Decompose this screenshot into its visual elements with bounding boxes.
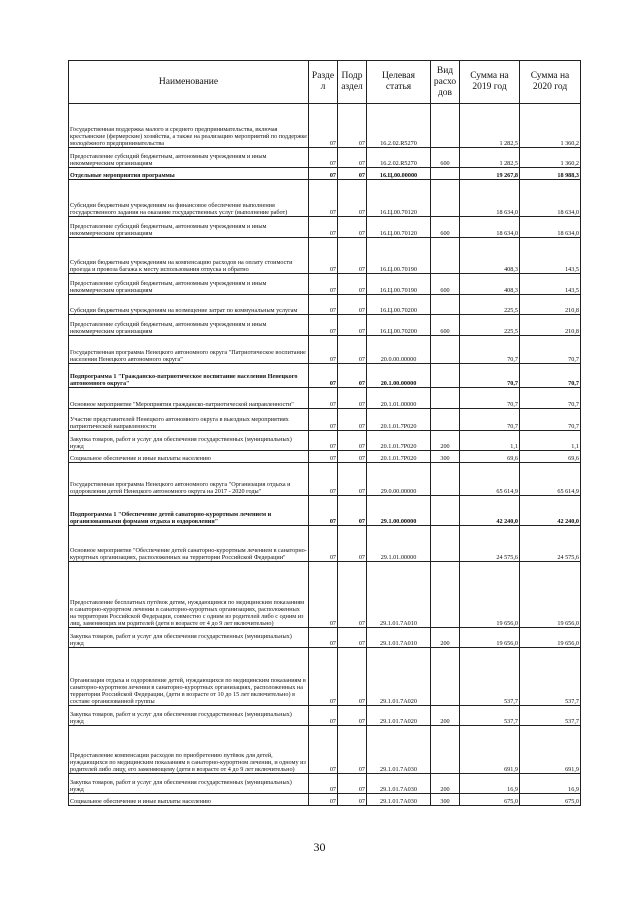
cell-sum2020: 70,7 [520, 336, 581, 364]
table-row [69, 295, 581, 315]
cell-name: Закупка товаров, работ и услуг для обеспечения государственных (муниципальных) нужд [69, 706, 309, 726]
cell-subsection: 07 [338, 168, 367, 180]
cell-sum2020: 18 634,0 [520, 217, 581, 238]
cell-type [431, 526, 460, 562]
cell-type [431, 238, 460, 274]
table-row [69, 364, 581, 388]
table-row [69, 388, 581, 409]
table-row [69, 628, 581, 648]
header-sum-2019 [460, 61, 520, 104]
cell-type: 200 [431, 706, 460, 726]
cell-subsection: 07 [338, 217, 367, 238]
header-type [431, 61, 460, 104]
cell-article: 16.Ц.00.70190 [367, 238, 431, 274]
cell-name: Предоставление субсидий бюджетным, автономным учреждениям и иным некоммерческим организациям [69, 217, 309, 238]
cell-subsection: 07 [338, 726, 367, 774]
cell-type [431, 364, 460, 388]
table-row [69, 526, 581, 562]
cell-name: Закупка товаров, работ и услуг для обеспечения государственных (муниципальных) нужд [69, 628, 309, 648]
cell-name: Основное мероприятие "Мероприятия гражданско-патриотической направленности" [69, 388, 309, 409]
cell-sum2019: 70,7 [460, 364, 520, 388]
cell-article: 16.Ц.00.00000 [367, 168, 431, 180]
cell-sum2020: 143,5 [520, 238, 581, 274]
cell-name: Субсидии бюджетным учреждениям на возмещение затрат по коммунальным услугам [69, 295, 309, 315]
cell-type: 600 [431, 217, 460, 238]
cell-sum2020: 70,7 [520, 364, 581, 388]
cell-section: 07 [309, 431, 338, 451]
table-row [69, 409, 581, 431]
cell-subsection: 07 [338, 238, 367, 274]
table-row [69, 168, 581, 180]
cell-sum2019: 1,1 [460, 431, 520, 451]
cell-name: Субсидии бюджетным учреждениям на финансовое обеспечение выполнения государственного задания на оказание государственных услуг (выполнение работ) [69, 180, 309, 217]
cell-type: 200 [431, 628, 460, 648]
header-section-text: Разде л [311, 71, 335, 92]
page-number: 30 [313, 840, 326, 854]
cell-name: Социальное обеспечение и иные выплаты населению [69, 794, 309, 806]
cell-section: 07 [309, 238, 338, 274]
cell-subsection: 07 [338, 774, 367, 794]
header-section [309, 61, 338, 104]
cell-name: Предоставление компенсации расходов по приобретению путёвок для детей, нуждающихся по медицинским показаниям в санаторно-курортном лечении, и одному из родителей либо лицу, его заменяющему (дети в возрасте от 4 до 9 лет включительно) [69, 726, 309, 774]
cell-sum2019: 675,0 [460, 794, 520, 806]
table-row [69, 148, 581, 168]
cell-subsection: 07 [338, 364, 367, 388]
cell-article: 16.Ц.00.70200 [367, 315, 431, 336]
cell-article: 29.1.01.7А020 [367, 648, 431, 706]
cell-article: 20.1.00.00000 [367, 364, 431, 388]
table-body [69, 104, 581, 806]
cell-article: 20.1.01.7Р020 [367, 451, 431, 463]
cell-section: 07 [309, 496, 338, 526]
cell-sum2019: 18 634,0 [460, 217, 520, 238]
cell-sum2020: 1,1 [520, 431, 581, 451]
cell-subsection: 07 [338, 496, 367, 526]
cell-subsection: 07 [338, 180, 367, 217]
cell-subsection: 07 [338, 463, 367, 496]
table-row [69, 451, 581, 463]
cell-type [431, 496, 460, 526]
cell-name: Закупка товаров, работ и услуг для обеспечения государственных (муниципальных) нужд [69, 774, 309, 794]
header-sum-2020-text: Сумма на 2020 год [530, 71, 570, 92]
cell-subsection: 07 [338, 431, 367, 451]
cell-sum2019: 70,7 [460, 388, 520, 409]
budget-table [68, 60, 581, 806]
cell-type [431, 648, 460, 706]
cell-section: 07 [309, 388, 338, 409]
cell-article: 20.1.01.00000 [367, 388, 431, 409]
cell-subsection: 07 [338, 336, 367, 364]
cell-sum2019: 70,7 [460, 336, 520, 364]
table-row [69, 648, 581, 706]
cell-name: Предоставление субсидий бюджетным, автономным учреждениям и иным некоммерческим организациям [69, 148, 309, 168]
cell-sum2019: 70,7 [460, 409, 520, 431]
cell-sum2020: 69,6 [520, 451, 581, 463]
cell-section: 07 [309, 148, 338, 168]
cell-subsection: 07 [338, 648, 367, 706]
cell-name: Отдельные мероприятия программы [69, 168, 309, 180]
cell-type: 600 [431, 274, 460, 295]
cell-sum2019: 691,9 [460, 726, 520, 774]
cell-name: Подпрограмма 1 "Гражданско-патриотическое воспитание населения Ненецкого автономного округа" [69, 364, 309, 388]
cell-article: 29.1.01.7А020 [367, 706, 431, 726]
table-row [69, 706, 581, 726]
cell-section: 07 [309, 180, 338, 217]
cell-name: Предоставление бесплатных путёвок детям, нуждающимся по медицинским показаниям в санаторно-курортном лечении в санаторно-курортных организациях, расположенных на территории Российской Федерации, совместно с одним из родителей либо с одним из лиц, заменяющих им родителей (дети в возрасте от 4 до 9 лет включительно) [69, 562, 309, 628]
cell-article: 16.2.02.R5270 [367, 148, 431, 168]
cell-sum2020: 65 614,9 [520, 463, 581, 496]
cell-type: 200 [431, 774, 460, 794]
cell-sum2019: 1 282,5 [460, 104, 520, 148]
cell-sum2020: 1 360,2 [520, 104, 581, 148]
cell-name: Подпрограмма 1 "Обеспечение детей санаторно-курортным лечением и организованными формами отдыха и оздоровления" [69, 496, 309, 526]
cell-sum2020: 537,7 [520, 706, 581, 726]
cell-sum2020: 42 240,0 [520, 496, 581, 526]
cell-section: 07 [309, 336, 338, 364]
header-subsection [338, 61, 367, 104]
cell-type [431, 409, 460, 431]
cell-section: 07 [309, 648, 338, 706]
cell-type [431, 336, 460, 364]
cell-article: 29.1.01.7А010 [367, 562, 431, 628]
cell-subsection: 07 [338, 794, 367, 806]
cell-subsection: 07 [338, 562, 367, 628]
cell-sum2019: 1 282,5 [460, 148, 520, 168]
cell-article: 29.1.01.7А030 [367, 774, 431, 794]
cell-name: Государственная программа Ненецкого автономного округа "Организация отдыха и оздоровления детей Ненецкого автономного округа на 2017 - 2020 годы" [69, 463, 309, 496]
cell-sum2019: 19 267,8 [460, 168, 520, 180]
cell-sum2019: 537,7 [460, 706, 520, 726]
cell-article: 20.1.01.7Р020 [367, 409, 431, 431]
header-sum-2020 [520, 61, 581, 104]
table-row [69, 794, 581, 806]
cell-article: 20.1.01.7Р020 [367, 431, 431, 451]
cell-section: 07 [309, 295, 338, 315]
cell-section: 07 [309, 562, 338, 628]
cell-section: 07 [309, 315, 338, 336]
cell-sum2019: 225,5 [460, 315, 520, 336]
table-row [69, 562, 581, 628]
cell-sum2019: 65 614,9 [460, 463, 520, 496]
header-sum-2019-text: Сумма на 2019 год [470, 71, 509, 92]
cell-sum2019: 19 656,0 [460, 628, 520, 648]
header-row [69, 61, 581, 104]
cell-type: 600 [431, 315, 460, 336]
cell-article: 20.0.00.00000 [367, 336, 431, 364]
cell-article: 16.Ц.00.70120 [367, 217, 431, 238]
header-name: Наименование [69, 61, 309, 104]
header-type-text: Вид расхо дов [433, 65, 457, 98]
cell-type [431, 168, 460, 180]
table-row [69, 774, 581, 794]
cell-section: 07 [309, 706, 338, 726]
cell-article: 29.1.01.7А030 [367, 726, 431, 774]
cell-type [431, 726, 460, 774]
cell-sum2020: 70,7 [520, 409, 581, 431]
cell-subsection: 07 [338, 706, 367, 726]
table-row [69, 315, 581, 336]
cell-article: 16.Ц.00.70120 [367, 180, 431, 217]
cell-sum2020: 675,0 [520, 794, 581, 806]
cell-sum2020: 1 360,2 [520, 148, 581, 168]
cell-subsection: 07 [338, 274, 367, 295]
table-row [69, 274, 581, 295]
table-row [69, 726, 581, 774]
cell-subsection: 07 [338, 409, 367, 431]
cell-name: Предоставление субсидий бюджетным, автономным учреждениям и иным некоммерческим организациям [69, 274, 309, 295]
cell-section: 07 [309, 794, 338, 806]
cell-sum2020: 19 656,0 [520, 628, 581, 648]
cell-sum2020: 143,5 [520, 274, 581, 295]
cell-sum2020: 19 656,0 [520, 562, 581, 628]
cell-sum2019: 24 575,6 [460, 526, 520, 562]
cell-section: 07 [309, 168, 338, 180]
cell-section: 07 [309, 104, 338, 148]
cell-subsection: 07 [338, 148, 367, 168]
cell-name: Социальное обеспечение и иные выплаты населению [69, 451, 309, 463]
table-row [69, 496, 581, 526]
cell-sum2020: 70,7 [520, 388, 581, 409]
cell-subsection: 07 [338, 315, 367, 336]
cell-name: Государственная поддержка малого и среднего предпринимательства, включая крестьянские (фермерские) хозяйства, а также на реализацию мероприятий по поддержке молодёжного предпринимательства [69, 104, 309, 148]
cell-type: 600 [431, 148, 460, 168]
cell-section: 07 [309, 451, 338, 463]
cell-name: Основное мероприятие "Обеспечение детей санаторно-курортным лечением в санаторно-курортных организациях, расположенных на территории Российской Федерации" [69, 526, 309, 562]
cell-article: 29.1.00.00000 [367, 496, 431, 526]
table-row [69, 336, 581, 364]
cell-type: 300 [431, 794, 460, 806]
cell-type: 200 [431, 431, 460, 451]
cell-sum2020: 18 634,0 [520, 180, 581, 217]
cell-section: 07 [309, 364, 338, 388]
cell-article: 29.1.01.7А010 [367, 628, 431, 648]
cell-sum2019: 42 240,0 [460, 496, 520, 526]
cell-article: 29.1.01.00000 [367, 526, 431, 562]
table-row [69, 180, 581, 217]
cell-section: 07 [309, 274, 338, 295]
cell-type [431, 562, 460, 628]
table-row [69, 217, 581, 238]
cell-section: 07 [309, 217, 338, 238]
cell-section: 07 [309, 628, 338, 648]
cell-sum2019: 16,9 [460, 774, 520, 794]
cell-subsection: 07 [338, 388, 367, 409]
cell-section: 07 [309, 526, 338, 562]
cell-sum2019: 537,7 [460, 648, 520, 706]
cell-article: 16.2.02.R5270 [367, 104, 431, 148]
cell-subsection: 07 [338, 526, 367, 562]
cell-sum2020: 210,8 [520, 315, 581, 336]
cell-type [431, 180, 460, 217]
header-subsection-text: Подр аздел [341, 71, 363, 92]
cell-type [431, 388, 460, 409]
cell-section: 07 [309, 409, 338, 431]
cell-type [431, 104, 460, 148]
cell-name: Организация отдыха и оздоровление детей, нуждающихся по медицинским показаниям в санаторно-курортном лечении в санаторно-курортных организациях, расположенных на территории Российской Федерации, (дети в возрасте от 10 до 15 лет включительно) в составе организованной группы [69, 648, 309, 706]
cell-name: Предоставление субсидий бюджетным, автономным учреждениям и иным некоммерческим организациям [69, 315, 309, 336]
cell-sum2020: 537,7 [520, 648, 581, 706]
cell-type: 300 [431, 451, 460, 463]
cell-sum2019: 19 656,0 [460, 562, 520, 628]
cell-sum2019: 69,6 [460, 451, 520, 463]
cell-sum2020: 24 575,6 [520, 526, 581, 562]
table-row [69, 431, 581, 451]
table-row [69, 238, 581, 274]
cell-subsection: 07 [338, 104, 367, 148]
header-article-text: Целевая статья [382, 71, 415, 92]
cell-subsection: 07 [338, 451, 367, 463]
cell-sum2020: 691,9 [520, 726, 581, 774]
cell-section: 07 [309, 463, 338, 496]
cell-section: 07 [309, 774, 338, 794]
cell-name: Участие представителей Ненецкого автономного округа в выездных мероприятиях патриотической направленности [69, 409, 309, 431]
cell-type [431, 463, 460, 496]
cell-name: Закупка товаров, работ и услуг для обеспечения государственных (муниципальных) нужд [69, 431, 309, 451]
cell-subsection: 07 [338, 295, 367, 315]
cell-sum2019: 225,5 [460, 295, 520, 315]
cell-sum2019: 408,3 [460, 238, 520, 274]
cell-name: Субсидии бюджетным учреждениям на компенсацию расходов на оплату стоимости проезда и провоза багажа к месту использования отпуска и обратно [69, 238, 309, 274]
cell-sum2020: 18 988,3 [520, 168, 581, 180]
cell-section: 07 [309, 726, 338, 774]
cell-sum2020: 210,8 [520, 295, 581, 315]
cell-article: 16.Ц.00.70190 [367, 274, 431, 295]
cell-article: 16.Ц.00.70200 [367, 295, 431, 315]
cell-type [431, 295, 460, 315]
header-article [367, 61, 431, 104]
table-row [69, 463, 581, 496]
cell-sum2019: 408,3 [460, 274, 520, 295]
cell-sum2019: 18 634,0 [460, 180, 520, 217]
table-row [69, 104, 581, 148]
cell-sum2020: 16,9 [520, 774, 581, 794]
cell-name: Государственная программа Ненецкого автономного округа "Патриотическое воспитание населения Ненецкого автономного округа" [69, 336, 309, 364]
cell-article: 29.0.00.00000 [367, 463, 431, 496]
cell-article: 29.1.01.7А030 [367, 794, 431, 806]
cell-subsection: 07 [338, 628, 367, 648]
